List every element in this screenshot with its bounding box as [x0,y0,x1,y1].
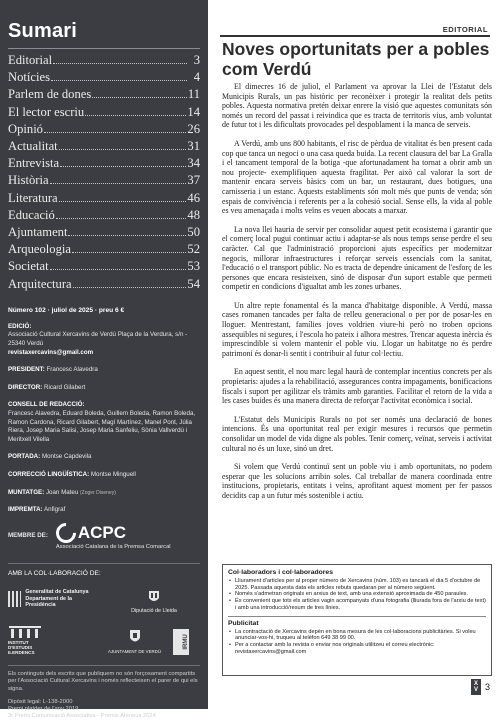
toc-item-page: 52 [187,242,200,257]
acpc-logo [56,523,171,551]
toc-item-label: Educació [8,207,55,222]
section-tag: EDITORIAL [442,25,488,34]
iei-name: INSTITUT D'ESTUDIS ILERDENCS [8,639,35,655]
toc-item[interactable] [8,52,200,69]
toc-item-label: Actualitat [8,139,58,154]
badge-letter: V [473,687,478,693]
collab-title: AMB LA COL·LABORACIÓ DE: [8,563,200,577]
toc-item-page: 4 [193,70,200,85]
article-paragraph: Si volem que Verdú continuï sent un poble viu i amb oportunitats, no podem esperar que les solucions arribin soles. Cal treballar de manera coordinada entre institucions, propietaris, entitats i veïns, aprofitant aquest moment per fer passos decidits cap a un futur més sostenible i actiu. [222,462,492,500]
consell-block [8,401,200,444]
toc-item[interactable] [8,86,200,103]
page-folio [471,679,490,695]
irmu-icon [171,627,191,657]
article-paragraph: La nova llei hauria de servir per consolidar aquest petit ecosistema i garantir que el comerç local pugui continuar actiu i adaptar-se als nous temps sense perdre el seu caràcter. Cal que l'administració proporcioni ajuts específics per modernitzar negocis, millorar infraestructures i reforçar serveis essencials com la sanitat, l'educació o el transport públic. No es tracta de dependre únicament de l'esforç de les persones que encara resisteixen, sinó de disposar d'un suport estable que permeti competir en condicions d'igualtat amb les zones urbanes. [222,224,492,292]
article-headline: Noves oportunitats per a pobles com Verdú [222,39,490,79]
article-body [222,82,492,510]
impremta-name: Anfigraf [44,506,66,514]
article-paragraph: En aquest sentit, el nou marc legal haurà de contemplar incentius concrets per als propietaris: ajudes a la rehabilitació, assegurances contra impagaments, bonificacions fiscals i suport per agilitzar els tràmits amb garanties. Facilitar el retorn de la vida a les cases buides és una manera directa de reforçar l'activitat econòmica i social. [222,367,492,406]
contributors-title: Col·laboradors i col·laboradores [228,569,333,576]
muntatge-name: Joan Mateu [45,488,79,496]
publicitat-item: • Per a contactar amb la revista o enviar nos originals utilitzeu el correu electrònic: revistaxercavins@gmail.com [228,642,486,655]
page-number: 3 [484,682,490,692]
toc-leader-dots [68,227,186,236]
legal-line: Premi platder de l'any 2019 [8,706,79,713]
toc-item[interactable] [8,224,200,241]
header-rule [220,35,490,37]
toc-item[interactable] [8,172,200,189]
president-line [8,366,200,375]
article-column [208,0,498,709]
toc-leader-dots [53,55,187,64]
generalitat-name: Generalitat de Catalunya [25,589,89,596]
toc-item-page: 34 [187,156,200,171]
toc-leader-dots [72,244,186,253]
impremta-line [8,506,200,515]
ajuntament-logo [108,625,161,659]
correccio-name: Montse Minguell [90,470,136,478]
acpc-ring-icon [52,519,80,547]
generalitat-logo [8,585,100,613]
toc-item-page: 31 [187,139,200,154]
collab-logos [8,585,200,659]
president-name: Francesc Alavedra [46,366,98,374]
toc-item-label: Arqueologia [8,242,71,257]
muntatge-extra: (Zoger Diseney) [80,489,116,496]
generalitat-sub: Departament de la Presidència [25,595,73,608]
toc-leader-dots [85,107,186,116]
toc-item-page: 26 [187,121,200,136]
muntatge-line [8,489,200,498]
publicitat-item: • La contractació de Xercavins depèn en bona mesura de les col·laboracions publicitàries. Si voleu anunciar-vos-hi, truqueu al telèfon 649 38 99 00. [228,629,486,642]
toc-item-label: Literatura [8,190,58,205]
acpc-subtitle: Associació Catalana de la Premsa Comarcal [55,543,171,550]
toc-item-label: Parlem de dones [8,87,92,102]
logo-pair [108,625,200,659]
toc-leader-dots [50,261,187,270]
toc-item-label: Societat [8,259,49,274]
edicio-text: Associació Cultural Xercavins de Verdú Plaça de la Verdura, s/n - 25340 Verdú [8,331,188,348]
irmu-logo [171,625,191,659]
toc-item-page: 11 [187,87,200,102]
ajuntament-name: AJUNTAMENT DE VERDÚ [108,648,162,654]
contributors-item: • Lliurament d'articles per al proper número de Xercavins (núm. 103) es tancarà el dia 5 d'octubre de 2025. Passada aquesta data els articles rebuts quedaran per al número següent. [228,578,486,591]
toc-item-page: 54 [187,276,200,291]
toc-item[interactable] [8,104,200,121]
toc-leader-dots [92,89,187,98]
publicitat-title: Publicitat [228,619,259,627]
toc-leader-dots [50,175,187,184]
toc-item-page: 48 [187,207,200,222]
article-paragraph: El dimecres 16 de juliol, el Parlament va aprovar la Llei de l'Estatut dels Municipis Rurals, un pas històric per reconèixer i protegir la realitat dels petits pobles. Aquesta normativa pretén deixar enrere la visió que aquestes comunitats són només un record del passat i reivindica que es tracta de territoris vius, amb voluntat de futur tot i les dificultats provocades pel despoblament i la manca de serveis. [222,82,492,130]
toc-item[interactable] [8,190,200,207]
acpc-wordmark: ACPC [77,522,127,542]
toc-item-page: 37 [187,173,200,188]
toc-item-label: Entrevista [8,156,60,171]
membre-row [8,523,200,551]
toc-leader-dots [59,193,187,202]
muntatge-label: MUNTATGE: [8,488,45,496]
toc-item[interactable] [8,138,200,155]
generalitat-icon [8,591,21,607]
edicio-label: EDICIÓ: [8,322,32,330]
toc-item-page: 14 [187,104,200,119]
toc-leader-dots [73,279,187,288]
toc-leader-dots [56,210,187,219]
toc-leader-dots [51,72,187,81]
consell-label: CONSELL DE REDACCIÓ: [8,401,85,409]
diputacio-logo [108,585,200,619]
sumari-title: Sumari [8,20,78,42]
toc-item-label: Notícies [8,70,50,85]
toc-item[interactable] [8,258,200,275]
director-name: Ricard Gilabert [44,383,86,391]
toc-item-label: Opinió [8,121,43,136]
email[interactable]: revistaxercavins@gmail.com [8,348,94,356]
toc-item-page: 50 [187,225,200,240]
legal-line: 3r Premi Comunicació Associativa - Premis Ateneus 2024 [8,713,156,720]
legal-line: Dipòsit legal: L-138-2000 [8,698,73,705]
toc-item-page: 46 [187,190,200,205]
badge-letter: X [473,681,478,687]
portada-label: PORTADA: [8,453,41,461]
disclaimer: Els continguts dels escrits que publiquem no són forçosament compartits per l'Associació Cultural Xercavins i només reflecteixen el parer de qui els signa. [8,665,200,693]
toc-item-page: 53 [187,259,200,274]
director-label: DIRECTOR: [8,383,43,391]
contributors-box [222,564,492,676]
article-paragraph: A Verdú, amb uns 800 habitants, el risc de pèrdua de vitalitat és ben present cada cop que tanca un negoci o una casa queda buida. La recent clausura del bar La Gralla i el tancament temporal de la botiga -que afortunadament ha tornat a obrir amb un nou projecte- exemplifiquen aquesta fragilitat. Per això cal valorar la sort de mantenir encara serveis bàsics com un bar, un restaurant, dues botigues, una carnisseria i un estanc. Aquests establiments són molt més que punts de venda; són espais de convivència i referents per a la cohesió social. Sense ells, la vida al poble es veu amenaçada i molts veïns es veuen abocats a marxar. [222,138,492,216]
iei-columns-icon [8,625,42,639]
correccio-line [8,471,200,480]
toc-item-label: Editorial [8,53,53,67]
president-label: PRESIDENT: [8,366,45,374]
edicio-block [8,323,200,357]
toc-item[interactable] [8,69,200,86]
sumari-sidebar [0,0,208,720]
toc-leader-dots [60,158,186,167]
toc-leader-dots [44,124,186,133]
toc-item-label: El lector escriu [8,104,85,119]
issue-line: Número 102 · juliol de 2025 · preu 6 € [8,306,125,314]
toc-list [8,52,200,293]
ajuntament-shield-icon [128,629,142,645]
divider [8,48,200,49]
membre-label: MEMBRE DE: [8,532,48,540]
toc-item-label: Ajuntament [8,225,68,240]
contributors-item: • Només s'admetran originals en arxius de text, amb una extensió aproximada de 450 paraules. [228,591,486,598]
consell-names: Francesc Alavedra, Eduard Boleda, Guillem Boleda, Ramon Boleda, Ramon Cardona, Ricard Gilabert, Magí Martínez, Manel Pont, Júlia Riera, Josep Maria Salisi, Josep Maria Sanfeliu, Sònia Vallverdú i Meritxell Vilella [8,410,196,443]
legal-block [8,699,200,721]
article-paragraph: L'Estatut dels Municipis Rurals no pot ser només una declaració de bones intencions. És una oportunitat real per exigir mesures i recursos que permetin consolidar un model de vida digne als pobles. Tenir comerç, veïnat, serveis i activitat cultural no és un luxe, sinó un dret. [222,414,492,453]
toc-item-label: Història [8,173,49,188]
toc-item-page: 3 [193,53,200,67]
correccio-label: CORRECCIÓ LINGÜÍSTICA: [8,470,90,478]
toc-item[interactable] [8,121,200,138]
portada-line [8,453,200,462]
contributors-item: • És convenient que tots els articles vagin acompanyats d'una fotografia (lliurada fora de l'arxiu de text) i amb una introducció/resum de tres línies. [228,598,486,611]
portada-name: Montse Capdevila [41,453,92,461]
toc-leader-dots [59,141,187,150]
toc-item[interactable] [8,207,200,224]
divider [228,616,486,617]
toc-item-label: Arquitectura [8,276,72,291]
magazine-badge [471,679,481,695]
diputacio-crest-icon [147,590,161,604]
impremta-label: IMPREMTA: [8,506,43,514]
toc-item[interactable] [8,276,200,293]
director-line [8,384,200,393]
iei-logo [8,625,100,653]
svg-text:IRMU: IRMU [183,634,190,650]
article-paragraph: Un altre repte fonamental és la manca d'habitatge disponible. A Verdú, massa cases romanen tancades per falta de relleu generacional o per por de posar-les en lloguer. Mentrestant, famílies joves voldrien viure-hi però no troben opcions assequibles ni segures, i l'escola ho pateix i alhora mestres. Trencar aquesta inèrcia és imprescindible si volem mantenir el poble viu. Llogar un habitatge no és perdre patrimoni és donar-li sentit i contribuir al futur col·lectiu. [222,300,492,358]
toc-item[interactable] [8,241,200,258]
toc-item[interactable] [8,155,200,172]
diputacio-name: Diputació de Lleida [131,607,177,614]
